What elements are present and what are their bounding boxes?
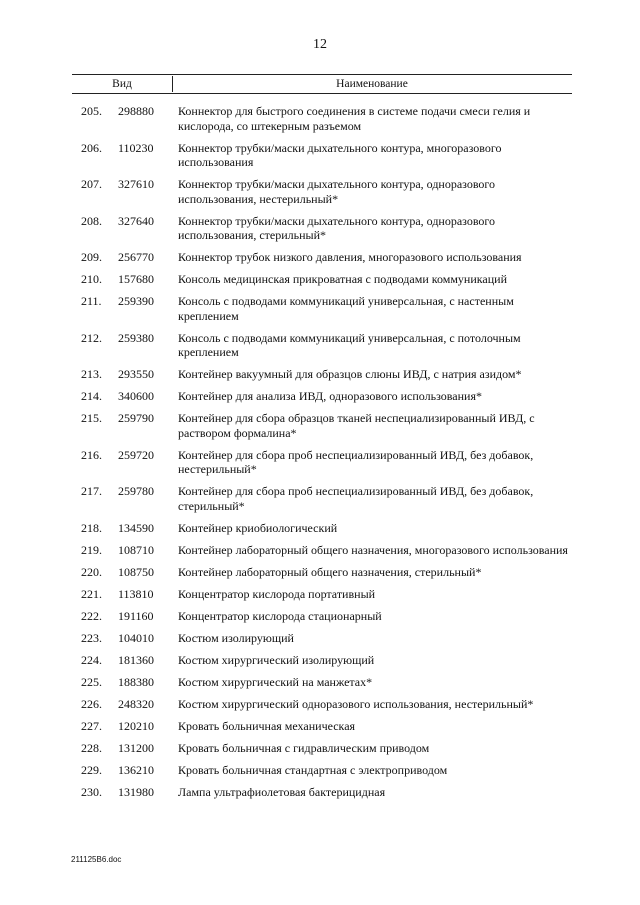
table-row (0, 294, 640, 323)
row-code: 259720 (118, 447, 154, 462)
row-name: Костюм хирургический изолирующий (178, 652, 375, 667)
row-name: Кровать больничная стандартная с электроприводом (178, 762, 448, 777)
row-name: Контейнер лабораторный общего назначения, многоразового использования (178, 542, 568, 557)
table-row (0, 389, 640, 404)
row-name: Концентратор кислорода стационарный (178, 608, 382, 623)
row-name: Контейнер вакуумный для образцов слюны ИВД, с натрия азидом* (178, 367, 522, 381)
row-number: 223. (81, 630, 102, 645)
table-row (0, 367, 640, 382)
row-name: Костюм изолирующий (178, 630, 294, 645)
table-row (0, 448, 640, 477)
row-number: 222. (81, 608, 102, 623)
row-number: 224. (81, 652, 102, 667)
row-code: 113810 (118, 586, 154, 601)
row-number: 207. (81, 177, 102, 191)
table-row (0, 214, 640, 243)
row-code: 340600 (118, 389, 154, 403)
row-code: 259780 (118, 484, 154, 498)
table-header (72, 74, 572, 94)
row-number: 219. (81, 542, 102, 557)
table-row (0, 675, 640, 690)
table-row (0, 272, 640, 287)
row-name: Контейнер для сбора проб неспециализированный ИВД, без добавок, стерильный* (178, 484, 534, 513)
table-row (0, 785, 640, 800)
row-name: Концентратор кислорода портативный (178, 586, 376, 601)
row-number: 206. (81, 140, 102, 155)
row-name: Костюм хирургический на манжетах* (178, 674, 373, 689)
table-row (0, 763, 640, 778)
row-name: Коннектор трубки/маски дыхательного контура, многоразового использования (178, 140, 502, 169)
row-number: 212. (81, 330, 102, 345)
table-row (0, 104, 640, 133)
row-name: Контейнер для сбора проб неспециализированный ИВД, без добавок, нестерильный* (178, 447, 534, 476)
row-code: 327610 (118, 177, 154, 191)
row-name: Контейнер лабораторный общего назначения, стерильный* (178, 564, 482, 579)
row-name: Контейнер для анализа ИВД, одноразового использования* (178, 389, 482, 403)
table-body (0, 104, 640, 807)
row-code: 110230 (118, 140, 154, 155)
row-code: 131980 (118, 784, 154, 799)
row-name: Коннектор трубки/маски дыхательного контура, одноразового использования, нестерильный* (178, 177, 496, 206)
row-number: 210. (81, 272, 102, 286)
row-code: 327640 (118, 213, 154, 228)
row-code: 188380 (118, 674, 154, 689)
row-code: 157680 (118, 272, 154, 286)
row-name: Коннектор для быстрого соединения в системе подачи смеси гелия и кислорода, со штекерным разъемом (178, 104, 531, 133)
row-number: 209. (81, 250, 102, 264)
row-number: 216. (81, 447, 102, 462)
row-name: Костюм хирургический одноразового использования, нестерильный* (178, 696, 534, 711)
row-number: 217. (81, 484, 102, 498)
row-name: Контейнер криобиологический (178, 520, 338, 535)
row-name: Контейнер для сбора образцов тканей неспециализированный ИВД, с раствором формалина* (178, 411, 535, 440)
row-name: Коннектор трубок низкого давления, многоразового использования (178, 250, 522, 264)
row-number: 227. (81, 718, 102, 733)
row-number: 230. (81, 784, 102, 799)
table-row (0, 177, 640, 206)
row-number: 218. (81, 520, 102, 535)
table-row (0, 631, 640, 646)
row-name: Кровать больничная с гидравлическим приводом (178, 740, 430, 755)
row-number: 205. (81, 104, 102, 118)
header-vid: Вид (72, 76, 173, 92)
row-code: 136210 (118, 762, 154, 777)
row-code: 181360 (118, 652, 154, 667)
row-code: 259390 (118, 294, 154, 308)
page-number: 12 (313, 37, 327, 52)
row-code: 259380 (118, 330, 154, 345)
table-row (0, 141, 640, 170)
table-row (0, 719, 640, 734)
row-number: 225. (81, 674, 102, 689)
header-name: Наименование (336, 78, 408, 90)
row-number: 229. (81, 762, 102, 777)
row-code: 134590 (118, 520, 154, 535)
row-number: 211. (81, 294, 102, 308)
row-name: Консоль с подводами коммуникаций универсальная, с настенным креплением (178, 294, 514, 323)
row-code: 131200 (118, 740, 154, 755)
row-code: 120210 (118, 718, 154, 733)
row-code: 104010 (118, 630, 154, 645)
row-name: Консоль медицинская прикроватная с подводами коммуникаций (178, 272, 507, 286)
table-row (0, 521, 640, 536)
table-row (0, 565, 640, 580)
row-name: Коннектор трубки/маски дыхательного контура, одноразового использования, стерильный* (178, 213, 496, 242)
row-code: 108750 (118, 564, 154, 579)
table-row (0, 484, 640, 513)
row-number: 213. (81, 367, 102, 381)
row-code: 248320 (118, 696, 154, 711)
table-row (0, 250, 640, 265)
table-row (0, 741, 640, 756)
row-code: 191160 (118, 608, 154, 623)
table-row (0, 587, 640, 602)
row-number: 228. (81, 740, 102, 755)
row-name: Кровать больничная механическая (178, 718, 356, 733)
table-row (0, 653, 640, 668)
row-name: Консоль с подводами коммуникаций универсальная, с потолочным креплением (178, 330, 521, 359)
row-code: 259790 (118, 411, 154, 425)
row-code: 298880 (118, 104, 154, 118)
row-number: 214. (81, 389, 102, 403)
table-row (0, 697, 640, 712)
row-number: 221. (81, 586, 102, 601)
footer-filename: 211125B6.doc (71, 855, 122, 864)
table-row (0, 543, 640, 558)
row-code: 293550 (118, 367, 154, 381)
table-row (0, 609, 640, 624)
row-number: 208. (81, 213, 102, 228)
row-number: 226. (81, 696, 102, 711)
row-code: 256770 (118, 250, 154, 264)
table-row (0, 411, 640, 440)
row-code: 108710 (118, 542, 154, 557)
row-number: 215. (81, 411, 102, 425)
row-name: Лампа ультрафиолетовая бактерицидная (178, 784, 386, 799)
row-number: 220. (81, 564, 102, 579)
table-row (0, 331, 640, 360)
